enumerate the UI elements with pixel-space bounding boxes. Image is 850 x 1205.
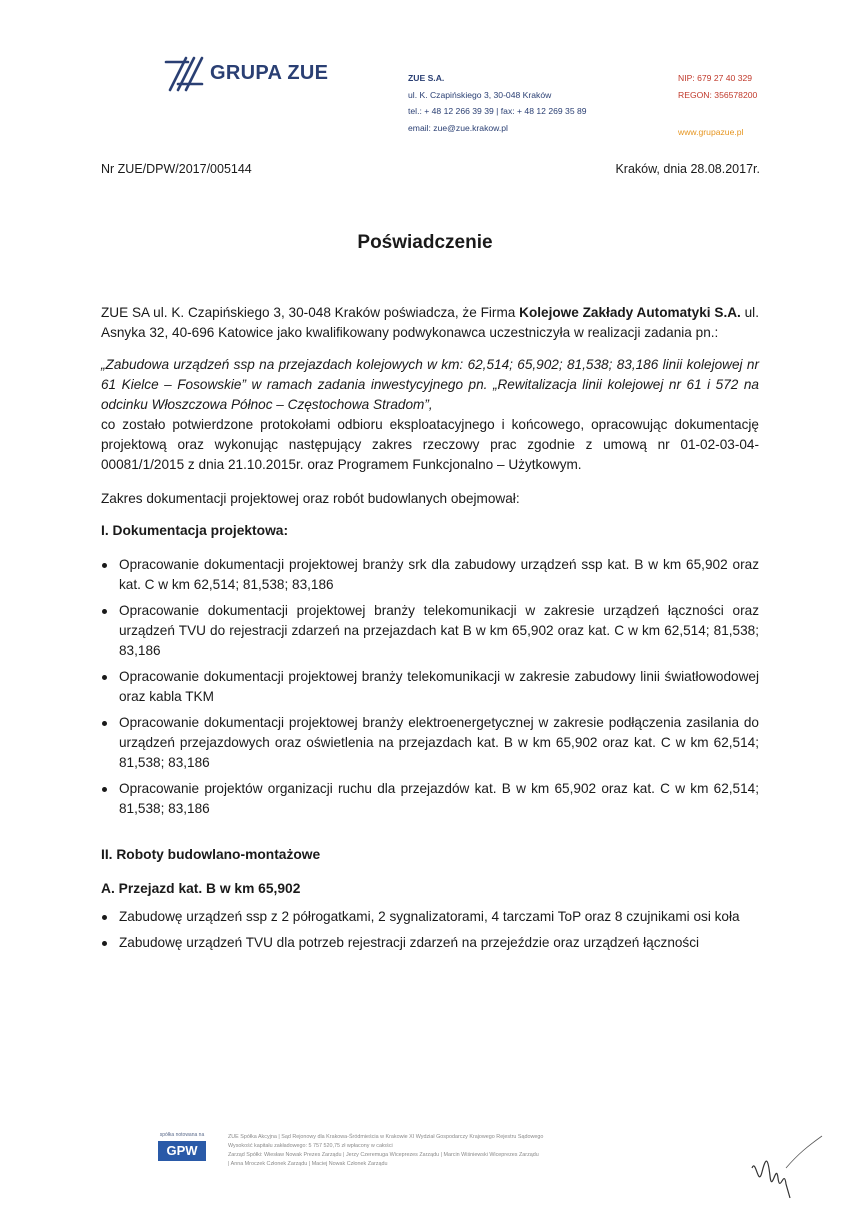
list-item: Opracowanie dokumentacji projektowej branży srk dla zabudowy urządzeń ssp kat. B w km 65,902 oraz kat. C w km 62,514; 81,538; 83,186	[101, 555, 759, 595]
list-item: Opracowanie dokumentacji projektowej branży elektroenergetycznej w zakresie podłączenia zasilania do urządzeń przejazdowych oraz oświetlenia na przejazdach kat. B w km 65,902 oraz kat. C w km 62,514; 81,538; 83,186	[101, 713, 759, 773]
company-info	[408, 70, 587, 136]
footer-line: Wysokość kapitału zakładowego: 5 757 520,75 zł wpłacony w całości	[228, 1143, 393, 1149]
footer-line: Zarząd Spółki: Wiesław Nowak Prezes Zarządu | Jerzy Czeremuga Wiceprezes Zarządu | Marcin Wiśniewski Wiceprezes Zarządu	[228, 1152, 539, 1158]
gpw-badge	[158, 1132, 206, 1168]
list-item: Opracowanie dokumentacji projektowej branży telekomunikacji w zakresie urządzeń łączności oraz urządzeń TVU do rejestracji zdarzeń na przejazdach kat B w km 65,902 oraz kat. C w km 62,514; 81,538; 83,186	[101, 601, 759, 661]
list-item: Zabudowę urządzeń ssp z 2 półrogatkami, 2 sygnalizatorami, 4 tarczami ToP oraz 8 czujnikami osi koła	[101, 907, 759, 927]
website-link[interactable]: www.grupazue.pl	[678, 127, 744, 137]
nip-number: NIP: 679 27 40 329	[678, 73, 753, 83]
handwritten-signature	[746, 1128, 826, 1200]
document-title: Poświadczenie	[357, 232, 493, 253]
footer-line: ZUE Spółka Akcyjna | Sąd Rejonowy dla Krakowa-Śródmieścia w Krakowie XI Wydział Gospodarczy Krajowego Rejestru Sądowego	[228, 1134, 544, 1140]
company-logo	[162, 52, 327, 96]
reference-number: Nr ZUE/DPW/2017/005144	[101, 162, 252, 176]
task-description: „Zabudowa urządzeń ssp na przejazdach kolejowych w km: 62,514; 65,902; 81,538; 83,186 linii kolejowej nr 61 Kielce – Fosowskie” w ramach zadania inwestycyjnego pn. „Rewitalizacja linii kolejowej nr 61 i 572 na odcinku Włoszczowa Północ – Częstochowa Stradom”,	[101, 357, 759, 412]
company-address: ul. K. Czapińskiego 3, 30-048 Kraków	[408, 89, 552, 100]
company-phone-fax: tel.: + 48 12 266 39 39 | fax: + 48 12 269 35 89	[408, 106, 587, 116]
signature-icon	[746, 1128, 826, 1200]
footer-legal-text	[228, 1133, 728, 1169]
subcontractor-name: Kolejowe Zakłady Automatyki S.A.	[519, 305, 741, 320]
intro-text-1: ZUE SA ul. K. Czapińskiego 3, 30-048 Kraków poświadcza, że Firma	[101, 305, 520, 320]
regon-number: REGON: 356578200	[678, 89, 758, 100]
gpw-caption: spółka notowana na	[159, 1132, 205, 1138]
list-item: Opracowanie projektów organizacji ruchu dla przejazdów kat. B w km 65,902 oraz kat. C w km 62,514; 81,538; 83,186	[101, 779, 759, 819]
scope-intro: Zakres dokumentacji projektowej oraz robót budowlanych obejmował:	[101, 491, 520, 506]
section-a-heading: A. Przejazd kat. B w km 65,902	[101, 881, 301, 896]
section-1-list	[101, 555, 759, 819]
intro-paragraph	[101, 303, 759, 343]
gpw-logo: GPW	[158, 1141, 206, 1161]
document-body	[101, 303, 759, 953]
logo-text: GRUPA ZUE	[210, 62, 329, 84]
company-name: ZUE S.A.	[408, 73, 445, 83]
confirmation-paragraph: co zostało potwierdzone protokołami odbioru eksploatacyjnego i końcowego, opracowując dokumentację projektową oraz wykonując następujący zakres rzeczowy prac zgodnie z umową nr 01-02-03-04-00081/1/2015 z dnia 21.10.2015r. oraz Programem Funkcjonalno – Użytkowym.	[101, 417, 759, 472]
place-date: Kraków, dnia 28.08.2017r.	[615, 162, 760, 176]
list-item: Zabudowę urządzeń TVU dla potrzeb rejestracji zdarzeń na przejeździe oraz urządzeń łączności	[101, 933, 759, 953]
section-a-list	[101, 907, 759, 953]
section-2-heading: II. Roboty budowlano-montażowe	[101, 847, 321, 862]
zue-logo-icon	[162, 52, 206, 96]
company-email: email: zue@zue.krakow.pl	[408, 122, 508, 133]
list-item: Opracowanie dokumentacji projektowej branży telekomunikacji w zakresie zabudowy linii światłowodowej oraz kabla TKM	[101, 667, 759, 707]
company-ids	[678, 70, 757, 141]
footer-line: | Anna Mroczek Członek Zarządu | Maciej Nowak Członek Zarządu	[228, 1161, 388, 1167]
section-1-heading: I. Dokumentacja projektowa:	[101, 523, 289, 538]
intro-text-2: ul. Asnyka 32, 40-696 Katowice jako kwalifikowany podwykonawca uczestniczyła w realizacji zadania pn.:	[101, 305, 759, 340]
